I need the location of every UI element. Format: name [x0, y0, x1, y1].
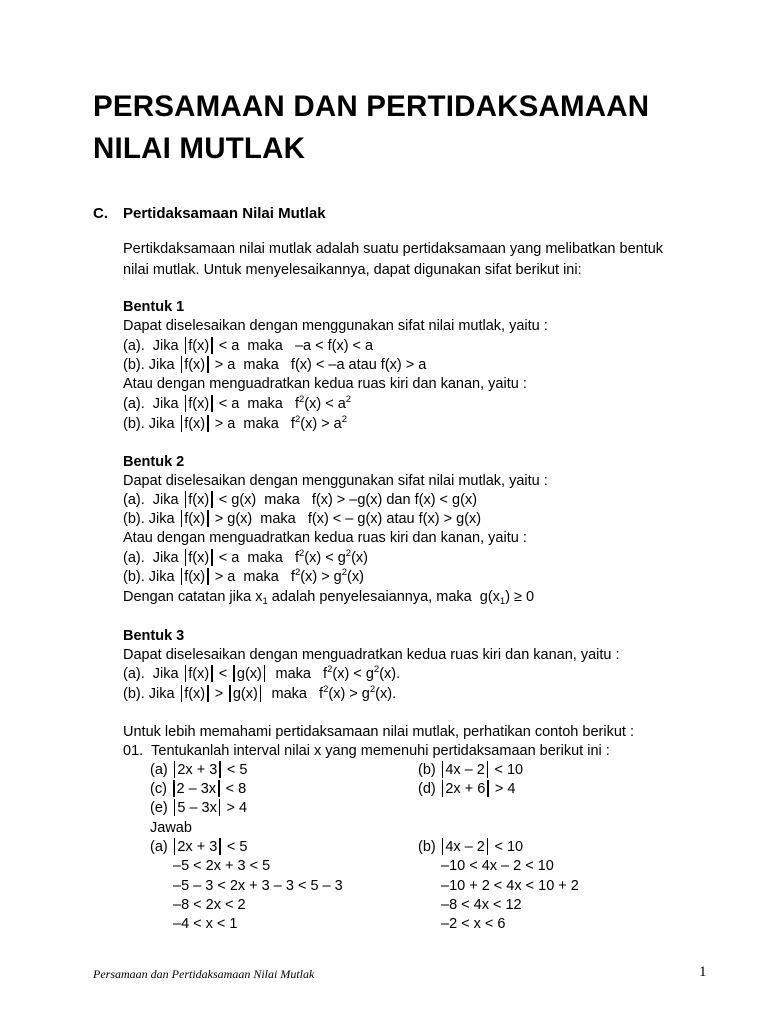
bentuk2-description: Dapat diselesaikan dengan menggunakan sifat nilai mutlak, yaitu : — [123, 473, 548, 489]
abs-bar-right — [207, 568, 209, 585]
abs-bar-left — [174, 799, 176, 816]
answer-a-step-2: –5 – 3 < 2x + 3 – 3 < 5 – 3 — [173, 878, 343, 894]
abs-bar-left — [185, 491, 187, 508]
bentuk2-square-rule-a: (a). Jika f(x) < a maka $f^2(x) < g^2(x)$ — [123, 548, 368, 566]
abs-bar-left — [442, 780, 444, 797]
bentuk2-heading: Bentuk 2 — [123, 454, 185, 470]
answer-a-header: (a) 2x + 3 < 5 — [150, 839, 248, 855]
abs-bar-left — [174, 761, 176, 778]
answer-a-step-3: –8 < 2x < 2 — [173, 897, 246, 913]
intro-line-1: Pertikdaksamaan nilai mutlak adalah suatu pertidaksamaan yang melibatkan bentuk — [123, 241, 664, 257]
abs-bar-left — [181, 510, 183, 527]
jawab-label: Jawab — [150, 820, 192, 836]
abs-bar-left — [185, 549, 187, 566]
bentuk2-rule-b: (b). Jika f(x) > g(x) maka f(x) < – g(x) atau f(x) > g(x) — [123, 511, 482, 527]
abs-bar-right — [211, 337, 213, 354]
answer-b-step-4: –2 < x < 6 — [441, 916, 506, 932]
intro-line-2: nilai mutlak. Untuk menyelesaikannya, dapat digunakan sifat berikut ini: — [123, 262, 582, 278]
bentuk3-description: Dapat diselesaikan dengan menguadratkan kedua ruas kiri dan kanan, yaitu : — [123, 647, 620, 663]
abs-bar-left — [233, 665, 235, 682]
bentuk3-rule-a: (a). Jika f(x) < g(x) maka $f^2(x) < g^2(x)$. — [123, 664, 401, 682]
bentuk1-square-rule-a: (a). Jika f(x) < a maka $f^2(x) < a^2$ — [123, 394, 352, 412]
answer-b-step-3: –8 < 4x < 12 — [441, 897, 522, 913]
page-number: 1 — [699, 964, 707, 980]
abs-bar-right — [207, 510, 209, 527]
example-intro: Untuk lebih memahami pertidaksamaan nilai mutlak, perhatikan contoh berikut : — [123, 724, 634, 740]
abs-bar-right — [264, 665, 266, 682]
answer-b-step-2: –10 + 2 < 4x < 10 + 2 — [441, 878, 579, 894]
bentuk2-square-rule-b: (b). Jika f(x) > a maka $f^2(x) > g^2(x)$ — [123, 567, 364, 585]
bentuk3-heading: Bentuk 3 — [123, 628, 185, 644]
bentuk2-alternative: Atau dengan menguadratkan kedua ruas kiri dan kanan, yaitu : — [123, 530, 527, 546]
abs-bar-left — [442, 838, 444, 855]
abs-bar-left — [174, 838, 176, 855]
abs-bar-right — [211, 395, 213, 412]
problem-d: (d) 2x + 6 > 4 — [418, 781, 516, 797]
bentuk1-rule-b: (b). Jika f(x) > a maka f(x) < –a atau f(x) > a — [123, 357, 427, 373]
abs-bar-right — [218, 780, 220, 797]
answer-a-step-4: –4 < x < 1 — [173, 916, 238, 932]
abs-bar-right — [211, 549, 213, 566]
problem-a: (a) 2x + 3 < 5 — [150, 762, 248, 778]
abs-bar-right — [211, 491, 213, 508]
abs-bar-left — [181, 356, 183, 373]
abs-bar-right — [487, 780, 489, 797]
title-line-1: PERSAMAAN DAN PERTIDAKSAMAAN — [93, 90, 650, 123]
abs-bar-right — [260, 685, 262, 702]
bentuk1-rule-a: (a). Jika f(x) < a maka –a < f(x) < a — [123, 338, 374, 354]
abs-bar-left — [181, 415, 183, 432]
problem-b: (b) 4x – 2 < 10 — [418, 762, 524, 778]
question-text: Tentukanlah interval nilai x yang memenuhi pertidaksamaan berikut ini : — [151, 743, 610, 759]
abs-bar-right — [211, 665, 213, 682]
abs-bar-left — [442, 761, 444, 778]
answer-b-step-1: –10 < 4x – 2 < 10 — [441, 858, 554, 874]
bentuk2-note: Dengan catatan jika $x_1$ adalah penyelesaiannya, maka $g(x_1) \ge 0$ — [123, 589, 535, 607]
abs-bar-right — [219, 838, 221, 855]
abs-bar-left — [185, 337, 187, 354]
abs-bar-left — [181, 685, 183, 702]
bentuk2-rule-a: (a). Jika f(x) < g(x) maka f(x) > –g(x) dan f(x) < g(x) — [123, 492, 478, 508]
bentuk1-alternative: Atau dengan menguadratkan kedua ruas kiri dan kanan, yaitu : — [123, 376, 527, 392]
section-heading — [93, 204, 326, 224]
answer-a-step-1: –5 < 2x + 3 < 5 — [173, 858, 271, 874]
section-letter: C. — [93, 205, 108, 222]
abs-bar-left — [185, 395, 187, 412]
bentuk1-description: Dapat diselesaikan dengan menggunakan sifat nilai mutlak, yaitu : — [123, 318, 548, 334]
bentuk3-rule-b: (b). Jika f(x) > g(x) maka $f^2(x) > g^2(x)$. — [123, 684, 397, 702]
section-title: Pertidaksamaan Nilai Mutlak — [123, 205, 326, 222]
bentuk1-heading: Bentuk 1 — [123, 299, 185, 315]
problem-c: (c) 2 – 3x < 8 — [150, 781, 247, 797]
abs-bar-left — [173, 780, 175, 797]
abs-bar-right — [219, 799, 221, 816]
abs-bar-right — [207, 415, 209, 432]
abs-bar-right — [219, 761, 221, 778]
problem-e: (e) 5 – 3x > 4 — [150, 800, 248, 816]
answer-b-header: (b) 4x – 2 < 10 — [418, 839, 524, 855]
abs-bar-right — [207, 356, 209, 373]
abs-bar-left — [229, 685, 231, 702]
bentuk1-square-rule-b: (b). Jika f(x) > a maka $f^2(x) > a^2$ — [123, 414, 348, 432]
abs-bar-left — [185, 665, 187, 682]
abs-bar-right — [487, 761, 489, 778]
question-01 — [123, 742, 610, 761]
footer-title: Persamaan dan Pertidaksamaan Nilai Mutlak — [93, 967, 315, 981]
title-line-2: NILAI MUTLAK — [93, 132, 306, 165]
page-title — [93, 86, 649, 170]
abs-bar-right — [207, 685, 209, 702]
abs-bar-left — [181, 568, 183, 585]
question-number: 01. — [123, 743, 144, 759]
abs-bar-right — [487, 838, 489, 855]
